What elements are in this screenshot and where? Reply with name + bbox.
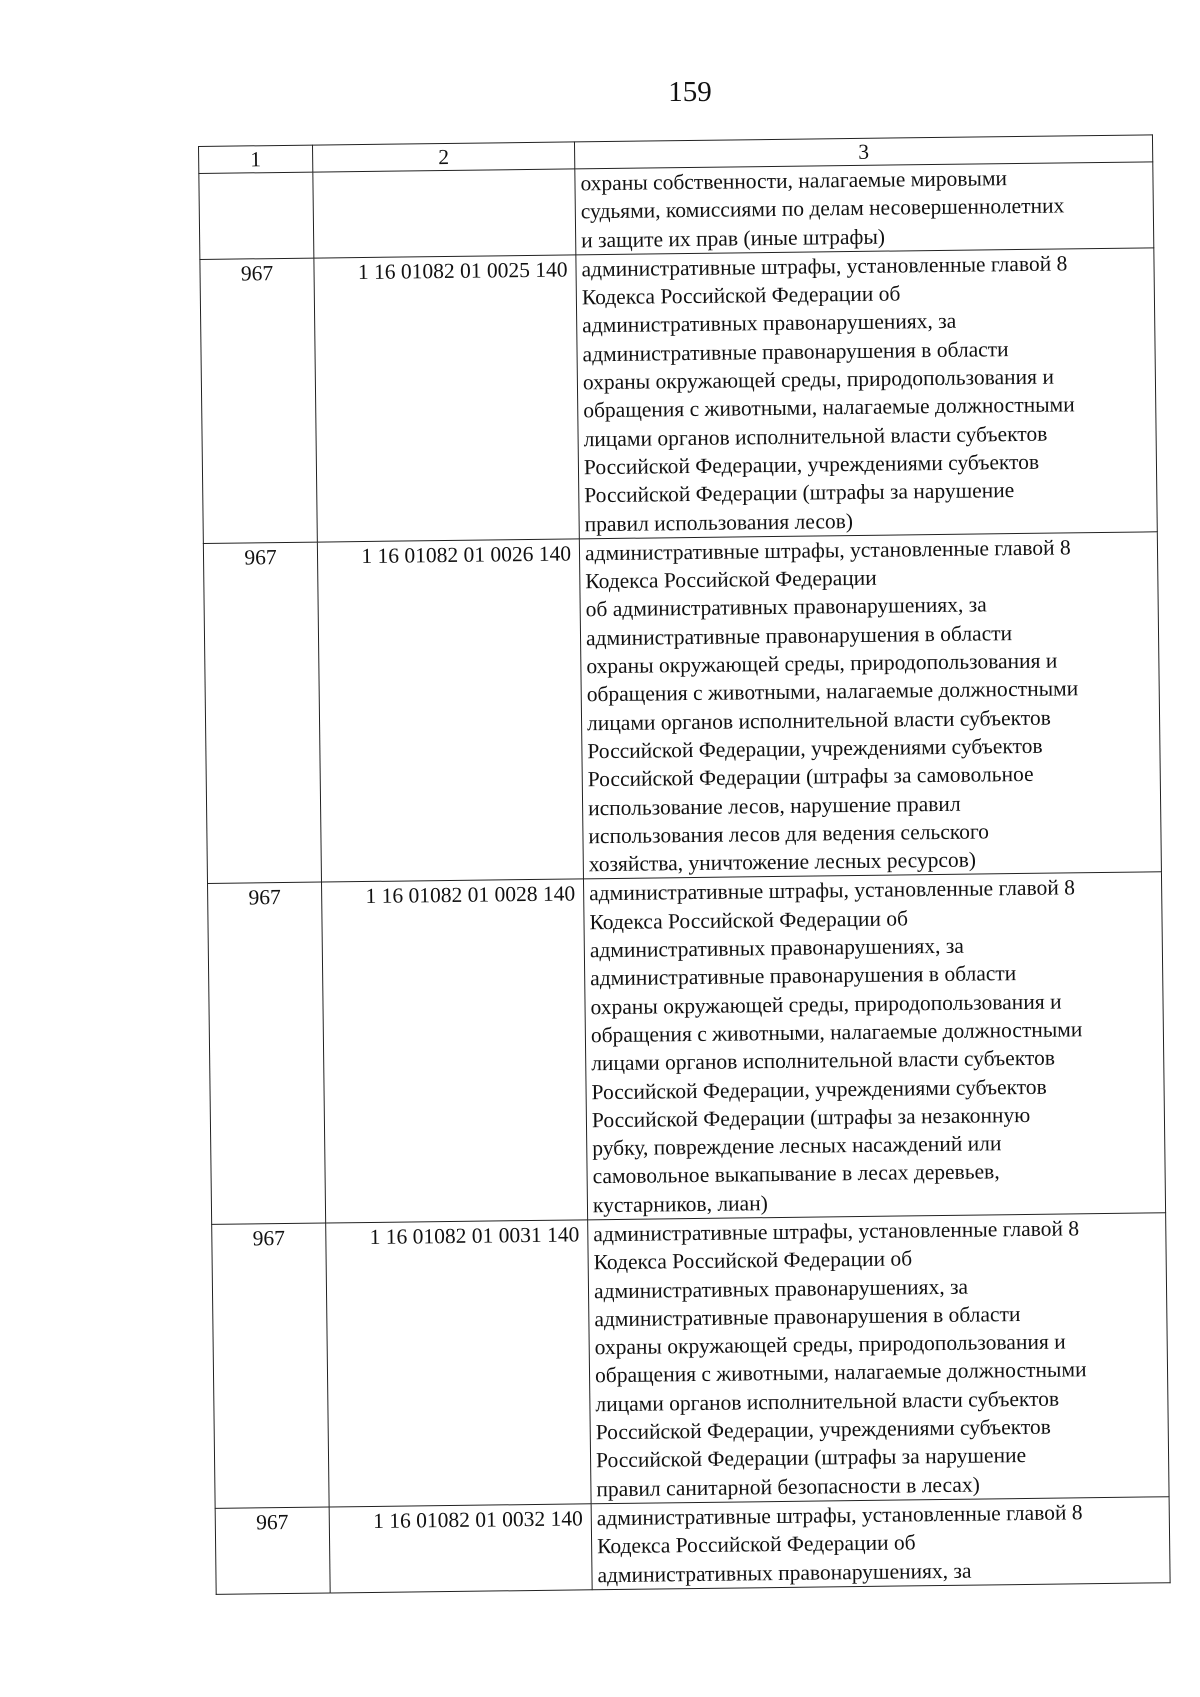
description-cell [583,872,1165,1220]
description-line: кустарников, лиан) [592,1190,768,1217]
description-line: административные штрафы, установленные главой 8 [589,875,1076,906]
description-line: Российской Федерации, учреждениями субъектов [591,1074,1047,1104]
page-number: 159 [668,76,712,108]
budget-code-cell: 1 16 01082 01 0026 140 [317,539,583,883]
description-line: административные штрафы, установленные главой 8 [596,1500,1083,1531]
budget-code-cell: 1 16 01082 01 0028 140 [322,879,588,1223]
table-row [212,1213,1169,1509]
table-row [199,162,1154,260]
budget-code-cell: 1 16 01082 01 0032 140 [329,1504,592,1593]
description-line: Российской Федерации, учреждениями субъектов [587,733,1043,764]
description-line: обращения с животными, налагаемые должностными [583,392,1075,423]
table-row [208,872,1166,1224]
table-row [215,1497,1170,1595]
description-line: об административных правонарушениях, за [585,592,987,622]
header-cell-1: 1 [199,145,313,173]
description-line: административных правонарушениях, за [589,933,965,963]
description-line: охраны окружающей среды, природопользования и [582,364,1055,395]
description-line: Российской Федерации (штрафы за нарушение [584,478,1015,508]
description-cell [576,248,1157,539]
description-line: Кодекса Российской Федерации [585,565,877,594]
description-line: Российской Федерации (штрафы за нарушение [595,1443,1027,1473]
description-line: административные штрафы, установленные главой 8 [593,1216,1080,1247]
description-cell [588,1213,1169,1504]
description-line: Российской Федерации, учреждениями субъектов [595,1414,1052,1445]
description-line: Кодекса Российской Федерации об [589,906,909,934]
table-container [198,134,1171,1594]
description-line: Российской Федерации (штрафы за незаконную [591,1102,1031,1133]
admin-code-cell: 967 [208,882,326,1224]
budget-code-cell: 1 16 01082 01 0031 140 [326,1220,591,1507]
description-line: Кодекса Российской Федерации об [596,1530,916,1559]
description-cell [579,532,1161,880]
description-line: административные правонарушения в области [582,336,1009,367]
description-line: Российской Федерации, учреждениями субъектов [583,449,1040,480]
budget-codes-table [198,134,1171,1594]
description-line: Кодекса Российской Федерации об [593,1246,913,1275]
description-line: административных правонарушениях, за [582,309,957,338]
budget-code-cell: 1 16 01082 01 0025 140 [314,255,579,542]
description-line: Российской Федерации (штрафы за самовольное [587,762,1034,792]
description-line: и защите их прав (иные штрафы) [581,224,886,252]
description-line: судьями, комиссиями по делам несовершеннолетних [580,193,1065,224]
description-line: использование лесов, нарушение правил [587,791,961,820]
description-line: лицами органов исполнительной власти субъектов [586,705,1051,735]
description-line: охраны окружающей среды, природопользования и [590,989,1062,1019]
description-line: обращения с животными, налагаемые должностными [594,1357,1087,1388]
header-cell-2: 2 [312,142,574,172]
description-line: административные правонарушения в области [590,961,1017,991]
description-line: использования лесов для ведения сельского [588,819,990,849]
description-line: правил санитарной безопасности в лесах) [596,1472,980,1501]
description-line: административные штрафы, установленные главой 8 [581,251,1068,282]
description-line: обращения с животными, налагаемые должностными [590,1017,1083,1048]
admin-code-cell: 967 [212,1223,329,1508]
description-line: правил использования лесов) [584,508,854,536]
admin-code-cell: 967 [200,258,317,543]
description-cell [575,162,1154,255]
description-line: обращения с животными, налагаемые должностными [586,676,1079,707]
admin-code-cell: 967 [203,542,321,884]
admin-code-cell [199,172,314,259]
description-line: административные правонарушения в области [585,620,1013,651]
description-line: административных правонарушениях, за [593,1274,969,1303]
description-line: административные правонарушения в области [594,1301,1021,1332]
description-line: административных правонарушениях, за [597,1558,972,1587]
description-line: административные штрафы, установленные главой 8 [584,535,1071,566]
budget-code-cell [313,169,576,258]
description-line: охраны окружающей среды, природопользования и [586,648,1058,679]
description-line: лицами органов исполнительной власти субъектов [591,1045,1056,1076]
description-line: Кодекса Российской Федерации об [581,281,901,310]
description-line: самовольное выкапывание в лесах деревьев, [592,1159,1000,1189]
description-line: лицами органов исполнительной власти субъектов [595,1386,1060,1417]
table-row [200,248,1157,544]
description-line: хозяйства, уничтожение лесных ресурсов) [588,847,977,877]
description-line: охраны собственности, налагаемые мировыми [580,166,1008,196]
description-line: охраны окружающей среды, природопользования и [594,1329,1066,1360]
header-cell-3: 3 [574,135,1152,169]
table-body [199,135,1171,1594]
admin-code-cell: 967 [215,1507,330,1594]
description-cell [591,1497,1170,1590]
table-row [203,532,1161,884]
description-line: лицами органов исполнительной власти субъектов [583,421,1048,451]
description-line: рубку, повреждение лесных насаждений или [592,1131,1002,1161]
